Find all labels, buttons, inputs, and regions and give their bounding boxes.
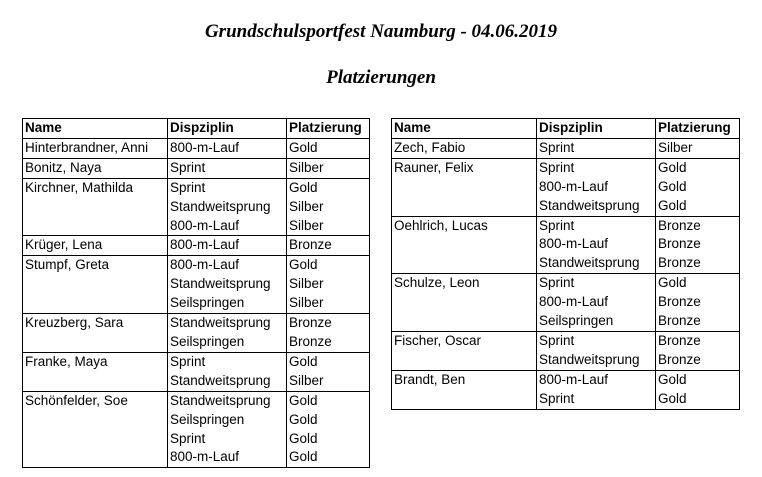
athlete-name: Zech, Fabio — [392, 138, 537, 158]
placement-cell: Silber — [656, 138, 740, 158]
placement-cell: Gold — [656, 158, 740, 177]
discipline-cell: Sprint — [537, 158, 656, 177]
discipline-cell: Seilspringen — [168, 294, 287, 313]
athlete-name: Franke, Maya — [23, 352, 168, 391]
athlete-name: Bonitz, Naya — [23, 158, 168, 178]
table-row — [23, 314, 370, 333]
discipline-cell: 800-m-Lauf — [168, 448, 287, 467]
athlete-name: Oehlrich, Lucas — [392, 216, 537, 274]
placement-cell: Silber — [287, 217, 370, 236]
placement-cell: Gold — [287, 448, 370, 467]
discipline-cell: 800-m-Lauf — [537, 370, 656, 389]
placement-cell: Gold — [656, 370, 740, 389]
discipline-cell: 800-m-Lauf — [168, 217, 287, 236]
discipline-cell: Sprint — [537, 274, 656, 293]
placement-cell: Bronze — [656, 293, 740, 312]
discipline-cell: Standweitsprung — [168, 391, 287, 410]
discipline-cell: Standweitsprung — [537, 351, 656, 370]
table-row — [23, 178, 370, 197]
athlete-name: Fischer, Oscar — [392, 331, 537, 370]
table-row — [23, 256, 370, 275]
placement-cell: Bronze — [656, 254, 740, 273]
placement-cell: Silber — [287, 275, 370, 294]
discipline-cell: 800-m-Lauf — [168, 236, 287, 256]
table-row — [392, 216, 740, 235]
header-row — [23, 119, 370, 139]
placement-cell: Bronze — [656, 235, 740, 254]
placement-cell: Silber — [287, 158, 370, 178]
athlete-name: Stumpf, Greta — [23, 256, 168, 314]
results-table-right — [391, 118, 740, 410]
discipline-cell: Sprint — [168, 158, 287, 178]
table-row — [23, 352, 370, 371]
placement-cell: Bronze — [656, 216, 740, 235]
column-header-placement: Platzierung — [287, 119, 370, 139]
header-row — [392, 119, 740, 139]
discipline-cell: Sprint — [537, 138, 656, 158]
discipline-cell: Sprint — [537, 331, 656, 350]
athlete-name: Hinterbrandner, Anni — [23, 138, 168, 158]
discipline-cell: 800-m-Lauf — [537, 178, 656, 197]
column-header-name: Name — [392, 119, 537, 139]
discipline-cell: Standweitsprung — [168, 372, 287, 391]
discipline-cell: Sprint — [168, 352, 287, 371]
placement-cell: Silber — [287, 198, 370, 217]
discipline-cell: Standweitsprung — [537, 197, 656, 216]
table-row — [23, 236, 370, 256]
column-header-discipline: Dispziplin — [168, 119, 287, 139]
placement-cell: Gold — [656, 274, 740, 293]
placement-cell: Bronze — [656, 312, 740, 331]
results-table-left — [22, 118, 370, 468]
discipline-cell: 800-m-Lauf — [537, 235, 656, 254]
discipline-cell: Sprint — [168, 430, 287, 449]
athlete-name: Rauner, Felix — [392, 158, 537, 216]
placement-cell: Gold — [287, 256, 370, 275]
column-header-name: Name — [23, 119, 168, 139]
placement-cell: Bronze — [656, 331, 740, 350]
discipline-cell: 800-m-Lauf — [537, 293, 656, 312]
placement-cell: Bronze — [287, 314, 370, 333]
placement-cell: Gold — [287, 411, 370, 430]
discipline-cell: Sprint — [168, 178, 287, 197]
athlete-name: Schulze, Leon — [392, 274, 537, 332]
discipline-cell: Seilspringen — [168, 411, 287, 430]
athlete-name: Brandt, Ben — [392, 370, 537, 409]
discipline-cell: 800-m-Lauf — [168, 138, 287, 158]
discipline-cell: Standweitsprung — [168, 314, 287, 333]
discipline-cell: Standweitsprung — [537, 254, 656, 273]
column-header-discipline: Dispziplin — [537, 119, 656, 139]
placement-cell: Bronze — [287, 333, 370, 352]
table-row — [392, 331, 740, 350]
table-row — [392, 274, 740, 293]
placement-cell: Silber — [287, 294, 370, 313]
table-row — [23, 138, 370, 158]
page-title: Grundschulsportfest Naumburg - 04.06.2019 — [204, 21, 558, 42]
placement-cell: Gold — [287, 138, 370, 158]
discipline-cell: Standweitsprung — [168, 198, 287, 217]
placement-cell: Bronze — [656, 351, 740, 370]
placement-cell: Bronze — [287, 236, 370, 256]
placement-cell: Gold — [287, 352, 370, 371]
discipline-cell: 800-m-Lauf — [168, 256, 287, 275]
placement-cell: Gold — [287, 178, 370, 197]
athlete-name: Krüger, Lena — [23, 236, 168, 256]
table-row — [392, 370, 740, 389]
placement-cell: Gold — [656, 390, 740, 409]
discipline-cell: Sprint — [537, 390, 656, 409]
placement-cell: Gold — [656, 197, 740, 216]
column-header-placement: Platzierung — [656, 119, 740, 139]
placement-cell: Silber — [287, 372, 370, 391]
placement-cell: Gold — [287, 430, 370, 449]
discipline-cell: Sprint — [537, 216, 656, 235]
discipline-cell: Seilspringen — [168, 333, 287, 352]
table-row — [23, 158, 370, 178]
discipline-cell: Seilspringen — [537, 312, 656, 331]
table-row — [392, 138, 740, 158]
page-subtitle: Platzierungen — [326, 67, 436, 88]
table-row — [392, 158, 740, 177]
placement-cell: Gold — [656, 178, 740, 197]
athlete-name: Kirchner, Mathilda — [23, 178, 168, 236]
athlete-name: Schönfelder, Soe — [23, 391, 168, 468]
placement-cell: Gold — [287, 391, 370, 410]
table-row — [23, 391, 370, 410]
athlete-name: Kreuzberg, Sara — [23, 314, 168, 353]
discipline-cell: Standweitsprung — [168, 275, 287, 294]
